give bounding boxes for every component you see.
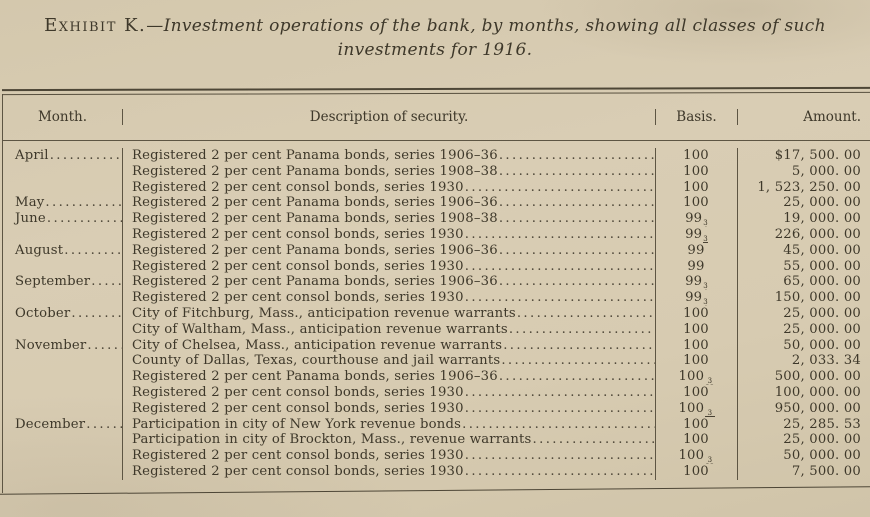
investment-table xyxy=(2,88,870,493)
basis-whole: 100 xyxy=(683,305,709,321)
basis-whole: 100 xyxy=(678,369,705,385)
description-cell xyxy=(123,274,656,290)
description-cell xyxy=(123,464,656,480)
fraction-numerator: 3 xyxy=(707,456,713,464)
dot-leader xyxy=(498,274,655,290)
basis-cell xyxy=(656,227,738,243)
table-row xyxy=(3,259,870,275)
dot-leader xyxy=(15,259,122,275)
security-description: Participation in city of Brockton, Mass., revenue warrants xyxy=(132,432,532,448)
security-description: Registered 2 per cent Panama bonds, series 1906–36 xyxy=(132,274,498,290)
column-header-description: Description of security. xyxy=(123,109,656,125)
amount-cell: 55, 000. 00 xyxy=(783,258,861,274)
dot-leader xyxy=(464,180,655,196)
dot-leader xyxy=(15,227,122,243)
month-cell xyxy=(3,322,123,338)
dot-leader xyxy=(498,243,655,259)
month-cell xyxy=(3,148,123,164)
amount-cell: 5, 000. 00 xyxy=(791,163,861,179)
security-description: Registered 2 per cent consol bonds, series 1930 xyxy=(132,463,464,479)
month-cell xyxy=(3,164,123,180)
dot-leader xyxy=(63,243,122,259)
month-cell xyxy=(3,227,123,243)
amount-cell: 950, 000. 00 xyxy=(774,400,861,416)
security-description: Registered 2 per cent consol bonds, series 1930 xyxy=(132,448,464,464)
amount-cell: $17, 500. 00 xyxy=(774,148,861,163)
title-line2: investments for 1916. xyxy=(337,40,533,60)
security-description: Registered 2 per cent consol bonds, series 1930 xyxy=(132,258,464,274)
dot-leader xyxy=(15,464,122,480)
amount-cell: 150, 000. 00 xyxy=(774,290,861,306)
dot-leader xyxy=(508,322,655,338)
basis-whole: 100 xyxy=(683,337,709,353)
basis-cell xyxy=(656,338,738,354)
dot-leader xyxy=(15,164,122,180)
basis-cell xyxy=(656,353,738,369)
title-line1: Investment operations of the bank, by months, showing all classes of such xyxy=(163,16,826,36)
fraction-numerator: 3 xyxy=(707,408,713,417)
dot-leader xyxy=(532,432,655,448)
dot-leader xyxy=(464,401,655,417)
column-header-amount: Amount. xyxy=(803,109,861,125)
dot-leader xyxy=(498,211,655,227)
dot-leader xyxy=(464,290,655,306)
amount-cell: 25, 000. 00 xyxy=(783,321,861,337)
table-row xyxy=(3,417,870,433)
month-cell xyxy=(3,385,123,401)
basis-cell xyxy=(656,385,738,401)
month-label: May xyxy=(15,195,45,211)
basis-whole: 99 xyxy=(685,226,703,242)
security-description: Participation in city of New York revenue bonds xyxy=(132,416,462,432)
table-row xyxy=(3,290,870,306)
dot-leader xyxy=(516,306,655,322)
dot-leader xyxy=(464,448,655,464)
column-header-month: Month. xyxy=(3,109,123,125)
description-cell xyxy=(123,195,656,211)
month-label: October xyxy=(15,305,71,321)
basis-cell xyxy=(656,164,738,180)
amount-cell: 25, 000. 00 xyxy=(783,432,861,448)
table-header-row xyxy=(2,94,870,141)
month-cell xyxy=(3,464,123,480)
table-row xyxy=(3,464,870,480)
amount-cell: 25, 285. 53 xyxy=(783,416,861,432)
basis-whole: 100 xyxy=(683,353,709,369)
description-cell xyxy=(123,401,656,417)
dot-leader xyxy=(15,385,122,401)
title-dash: — xyxy=(146,16,164,36)
description-cell xyxy=(123,227,656,243)
table-row xyxy=(3,180,870,196)
basis-cell xyxy=(656,148,738,164)
description-cell xyxy=(123,353,656,369)
amount-cell: 100, 000. 00 xyxy=(774,384,861,400)
dot-leader xyxy=(500,353,655,369)
month-cell xyxy=(3,417,123,433)
description-cell xyxy=(123,369,656,385)
basis-cell xyxy=(656,432,738,448)
basis-cell xyxy=(656,464,738,480)
fraction-numerator: 3 xyxy=(703,219,708,227)
basis-cell xyxy=(656,322,738,338)
description-cell xyxy=(123,243,656,259)
basis-whole: 100 xyxy=(683,463,709,479)
security-description: City of Fitchburg, Mass., anticipation revenue warrants xyxy=(132,305,516,321)
month-label: September xyxy=(15,274,91,290)
dot-leader xyxy=(49,148,122,164)
dot-leader xyxy=(464,464,655,480)
month-cell xyxy=(3,369,123,385)
security-description: Registered 2 per cent Panama bonds, series 1906–36 xyxy=(132,195,498,211)
table-row xyxy=(3,322,870,338)
description-cell xyxy=(123,306,656,322)
month-cell xyxy=(3,211,123,227)
basis-cell xyxy=(656,211,738,227)
security-description: County of Dallas, Texas, courthouse and jail warrants xyxy=(132,353,501,369)
month-cell xyxy=(3,306,123,322)
basis-whole: 100 xyxy=(683,148,709,163)
dot-leader xyxy=(15,322,122,338)
amount-cell: 25, 000. 00 xyxy=(783,195,861,211)
security-description: City of Chelsea, Mass., anticipation revenue warrants xyxy=(132,337,503,353)
basis-cell xyxy=(656,195,738,211)
basis-whole: 100 xyxy=(678,448,705,464)
amount-cell: 19, 000. 00 xyxy=(783,211,861,227)
description-cell xyxy=(123,148,656,164)
dot-leader xyxy=(15,353,122,369)
basis-whole: 100 xyxy=(683,416,709,432)
basis-cell xyxy=(656,369,738,385)
description-cell xyxy=(123,322,656,338)
month-label: December xyxy=(15,416,86,432)
month-cell xyxy=(3,243,123,259)
dot-leader xyxy=(44,195,122,211)
exhibit-title xyxy=(0,0,870,62)
table-row xyxy=(3,164,870,180)
dot-leader xyxy=(46,211,122,227)
table-row xyxy=(3,243,870,259)
security-description: Registered 2 per cent consol bonds, series 1930 xyxy=(132,384,464,400)
month-cell xyxy=(3,274,123,290)
description-cell xyxy=(123,448,656,464)
description-cell xyxy=(123,290,656,306)
basis-whole: 99 xyxy=(687,258,705,274)
dot-leader xyxy=(464,259,655,275)
amount-cell: 45, 000. 00 xyxy=(783,242,861,258)
dot-leader xyxy=(502,338,655,354)
dot-leader xyxy=(15,432,122,448)
dot-leader xyxy=(15,448,122,464)
description-cell xyxy=(123,211,656,227)
basis-cell xyxy=(656,401,738,417)
dot-leader xyxy=(86,338,122,354)
month-cell xyxy=(3,401,123,417)
month-cell xyxy=(3,259,123,275)
month-cell xyxy=(3,290,123,306)
basis-cell xyxy=(656,274,738,290)
dot-leader xyxy=(498,369,655,385)
month-cell xyxy=(3,338,123,354)
dot-leader xyxy=(15,369,122,385)
column-header-basis: Basis. xyxy=(656,109,738,125)
dot-leader xyxy=(498,148,655,164)
security-description: Registered 2 per cent Panama bonds, series 1908–38 xyxy=(132,163,498,179)
dot-leader xyxy=(15,290,122,306)
basis-cell xyxy=(656,306,738,322)
table-row xyxy=(3,432,870,448)
basis-whole: 100 xyxy=(683,179,709,195)
security-description: Registered 2 per cent consol bonds, series 1930 xyxy=(132,290,464,306)
dot-leader xyxy=(70,306,122,322)
table-body xyxy=(2,141,870,493)
month-cell xyxy=(3,195,123,211)
security-description: Registered 2 per cent Panama bonds, series 1906–36 xyxy=(132,242,498,258)
month-label: August xyxy=(15,242,64,258)
dot-leader xyxy=(464,385,655,401)
table-row xyxy=(3,148,870,164)
month-cell xyxy=(3,448,123,464)
amount-cell: 1, 523, 250. 00 xyxy=(757,179,861,195)
table-row xyxy=(3,211,870,227)
description-cell xyxy=(123,385,656,401)
amount-cell: 226, 000. 00 xyxy=(774,226,861,242)
table-row xyxy=(3,369,870,385)
security-description: Registered 2 per cent Panama bonds, series 1906–36 xyxy=(132,148,498,163)
amount-cell: 2, 033. 34 xyxy=(791,353,861,369)
description-cell xyxy=(123,164,656,180)
fraction-numerator: 3 xyxy=(703,282,708,291)
table-row xyxy=(3,306,870,322)
dot-leader xyxy=(464,227,655,243)
exhibit-label: Exhibit K. xyxy=(44,15,147,36)
amount-cell: 65, 000. 00 xyxy=(783,274,861,290)
description-cell xyxy=(123,432,656,448)
basis-whole: 99 xyxy=(685,211,703,227)
description-cell xyxy=(123,259,656,275)
dot-leader xyxy=(90,274,122,290)
amount-cell: 7, 500. 00 xyxy=(791,463,861,479)
month-label: April xyxy=(15,148,49,163)
table-row xyxy=(3,448,870,464)
fraction-numerator: 3 xyxy=(703,234,708,243)
month-label: November xyxy=(15,337,87,353)
table-row xyxy=(3,227,870,243)
table-row xyxy=(3,195,870,211)
month-cell xyxy=(3,180,123,196)
amount-cell: 50, 000. 00 xyxy=(783,337,861,353)
description-cell xyxy=(123,338,656,354)
amount-cell: 25, 000. 00 xyxy=(783,305,861,321)
dot-leader xyxy=(461,417,655,433)
basis-whole: 99 xyxy=(685,290,703,306)
dot-leader xyxy=(85,417,122,433)
basis-whole: 99 xyxy=(687,242,705,258)
basis-cell xyxy=(656,448,738,464)
dot-leader xyxy=(498,164,655,180)
basis-whole: 100 xyxy=(683,432,709,448)
dot-leader xyxy=(15,401,122,417)
security-description: Registered 2 per cent consol bonds, series 1930 xyxy=(132,400,464,416)
security-description: City of Waltham, Mass., anticipation revenue warrants xyxy=(132,321,508,337)
basis-cell xyxy=(656,180,738,196)
month-label: June xyxy=(15,211,46,227)
dot-leader xyxy=(498,195,655,211)
amount-cell: 50, 000. 00 xyxy=(783,448,861,464)
description-cell xyxy=(123,180,656,196)
security-description: Registered 2 per cent Panama bonds, series 1906–36 xyxy=(132,369,498,385)
basis-cell xyxy=(656,417,738,433)
description-cell xyxy=(123,417,656,433)
basis-whole: 100 xyxy=(678,400,705,416)
dot-leader xyxy=(15,180,122,196)
month-cell xyxy=(3,353,123,369)
table-row xyxy=(3,385,870,401)
security-description: Registered 2 per cent consol bonds, series 1930 xyxy=(132,226,464,242)
basis-whole: 100 xyxy=(683,321,709,337)
basis-whole: 100 xyxy=(683,384,709,400)
amount-cell: 500, 000. 00 xyxy=(774,369,861,385)
fraction-numerator: 3 xyxy=(707,377,713,385)
basis-whole: 99 xyxy=(685,274,703,290)
basis-cell xyxy=(656,259,738,275)
table-row xyxy=(3,353,870,369)
basis-cell xyxy=(656,243,738,259)
security-description: Registered 2 per cent consol bonds, series 1930 xyxy=(132,179,464,195)
table-row xyxy=(3,338,870,354)
table-row xyxy=(3,401,870,417)
table-row xyxy=(3,274,870,290)
basis-cell xyxy=(656,290,738,306)
basis-whole: 100 xyxy=(683,195,709,211)
month-cell xyxy=(3,432,123,448)
basis-whole: 100 xyxy=(683,163,709,179)
fraction-numerator: 3 xyxy=(703,298,708,306)
security-description: Registered 2 per cent Panama bonds, series 1908–38 xyxy=(132,211,498,227)
